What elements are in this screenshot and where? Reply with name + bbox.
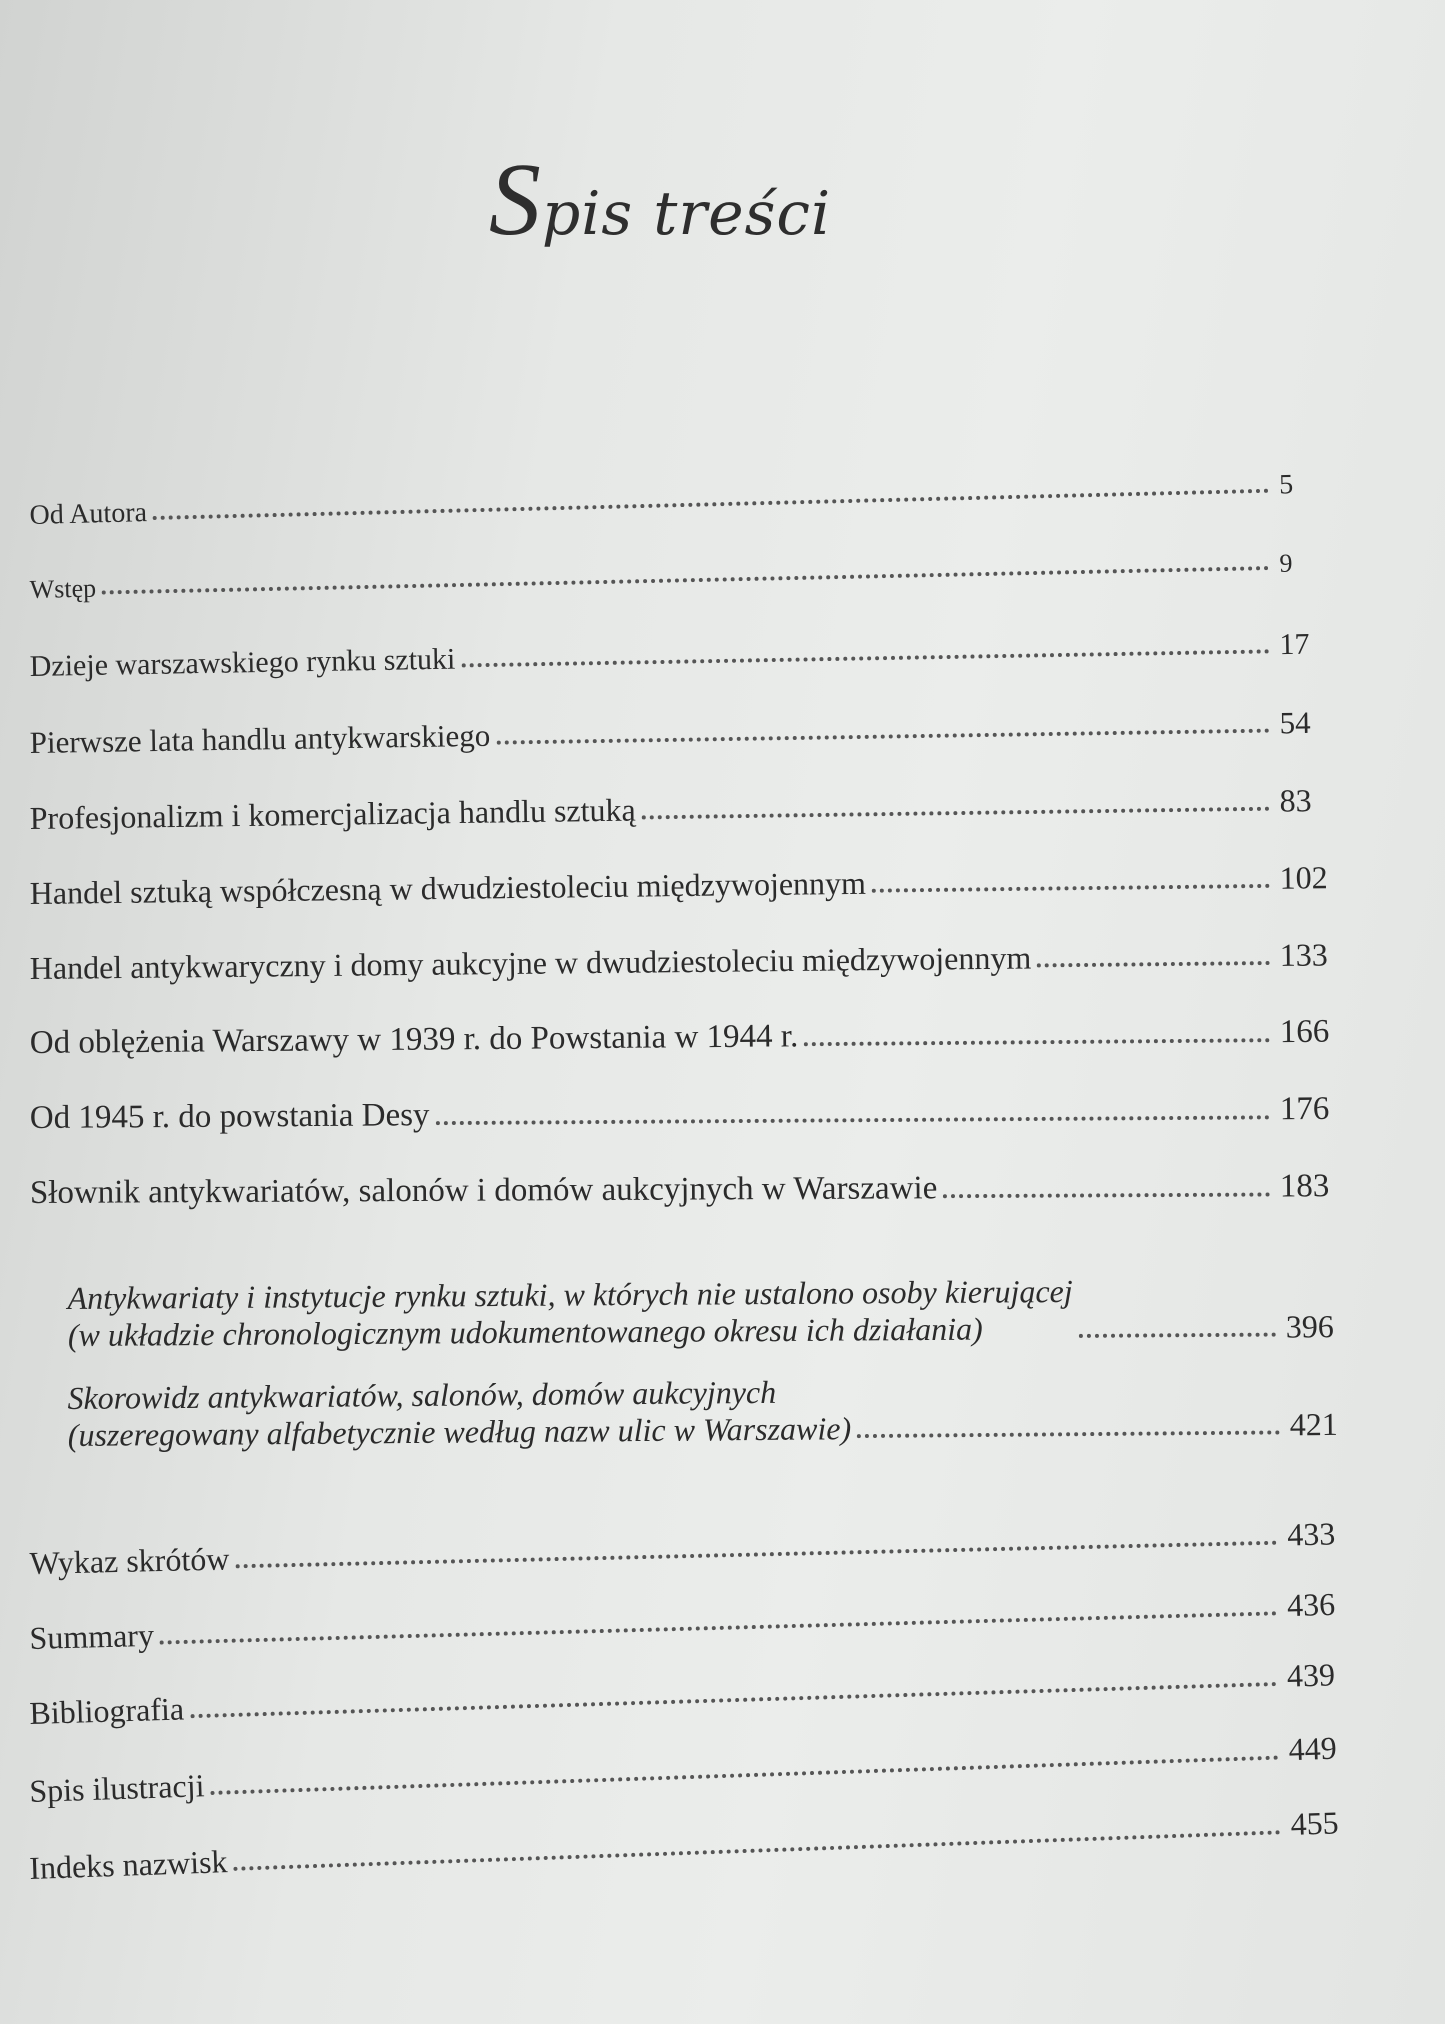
toc-entry-page: 17 [1279,627,1310,662]
toc-entry-label: Od Autora [29,497,148,532]
toc-leader-dots [496,729,1269,745]
toc-entry-page: 83 [1279,782,1312,819]
toc-subentry-line: (w układzie chronologicznym udokumentowanego okresu ich działania) [67,1310,983,1353]
toc-entry [30,859,1340,912]
toc-leader-dots [857,1430,1280,1438]
toc-entry [30,1168,1340,1212]
title-initial: S [488,142,542,257]
toc-entry-page: 396 [1285,1308,1334,1345]
toc-entry-page: 421 [1289,1405,1338,1443]
toc-entry-label: Dzieje warszawskiego rynku sztuki [29,642,456,684]
page-title [0,140,1320,259]
toc-subentry-text [67,1273,1079,1354]
toc-leader-dots [190,1682,1277,1718]
toc-entry-label: Bibliografia [28,1690,185,1732]
toc-entry-label: Profesjonalizm i komercjalizacja handlu sztuką [29,791,636,837]
toc-leader-dots [1079,1333,1276,1338]
toc-entry-page: 433 [1286,1515,1336,1553]
toc-entry-page: 102 [1279,859,1328,896]
toc-entry-page: 436 [1286,1585,1336,1624]
toc-leader-dots [804,1038,1270,1046]
toc-entry-page: 54 [1279,704,1311,741]
toc-entry [29,1804,1351,1887]
toc-entry [30,1091,1340,1137]
toc-entry [29,627,1339,684]
toc-entry-label: Handel antykwaryczny i domy aukcyjne w dwudziestoleciu międzywojennym [29,939,1032,987]
toc-leader-dots [642,807,1270,820]
toc-entry-label: Handel sztuką współczesną w dwudziestoleciu międzywojennym [29,864,867,912]
toc-leader-dots [872,884,1270,893]
toc-entry-page: 133 [1279,936,1328,973]
toc-entry [29,468,1339,532]
toc-leader-dots [160,1611,1277,1644]
toc-leader-dots [1037,961,1270,967]
toc-entry [29,704,1339,761]
toc-entry [30,936,1340,987]
toc-entry [30,1014,1340,1062]
toc-entry [29,1729,1350,1810]
toc-entry-label: Od 1945 r. do powstania Desy [29,1097,430,1136]
toc-leader-dots [102,566,1269,594]
toc-leader-dots [436,1115,1270,1125]
toc-entry-label: Summary [29,1616,155,1657]
toc-subentry-line: (uszeregowany alfabetycznie według nazw ulic w Warszawie) [67,1410,852,1453]
toc-leader-dots [461,649,1269,667]
toc-entry-label: Wykaz skrótów [29,1540,230,1582]
toc-entry [29,1656,1348,1732]
toc-leader-dots [943,1193,1270,1199]
toc-entry-label: Od oblężenia Warszawy w 1939 r. do Powstania w 1944 r. [29,1018,799,1061]
toc-subentry [67,1369,1350,1454]
title-rest: pis treści [541,179,832,249]
toc-entry-page: 166 [1279,1013,1330,1051]
toc-leader-dots [235,1541,1277,1569]
toc-subentry [67,1271,1345,1354]
toc-leader-dots [234,1830,1281,1871]
toc-entry-page: 5 [1278,469,1294,501]
toc-entry-page: 449 [1288,1729,1338,1768]
toc-entry-page: 9 [1279,548,1293,578]
toc-subentry-line: Skorowidz antykwariatów, salonów, domów aukcyjnych [67,1373,777,1417]
toc-entry-page: 439 [1286,1656,1336,1694]
toc-entry [29,782,1339,837]
toc-entry-label: Wstęp [29,573,97,605]
toc-entry-page: 455 [1289,1804,1340,1842]
toc-entry-label: Indeks nazwisk [28,1843,229,1887]
toc-entry-page: 183 [1279,1168,1330,1205]
toc-subentry-text [67,1373,857,1454]
toc-subentry-line: Antykwariaty i instytucje rynku sztuki, w których nie ustalono osoby kierującej [67,1272,1073,1317]
toc-entry [29,1515,1348,1582]
toc-entry [29,1586,1348,1657]
toc-leader-dots [153,489,1269,520]
toc-entry-page: 176 [1279,1090,1330,1128]
toc-leader-dots [211,1756,1279,1795]
toc-entry-label: Słownik antykwariatów, salonów i domów aukcyjnych w Warszawie [29,1170,938,1211]
toc-entry [29,548,1339,605]
toc-entry-label: Pierwsze lata handlu antykwarskiego [29,717,491,761]
toc-entry-label: Spis ilustracji [28,1767,205,1810]
